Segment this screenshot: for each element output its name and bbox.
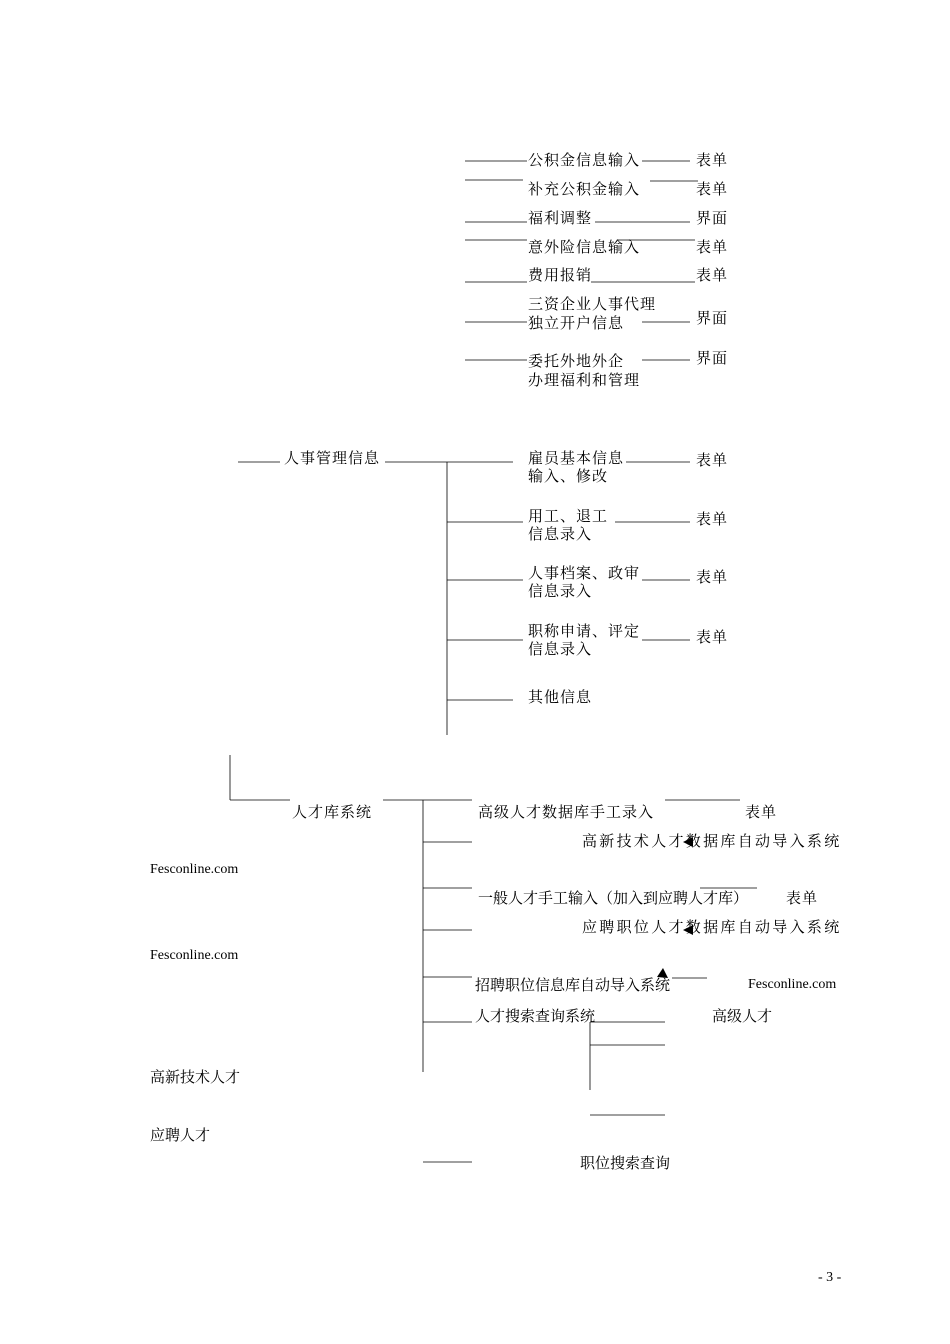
branch-label: 补充公积金输入: [528, 180, 641, 198]
branch-label-line1: 委托外地外企: [528, 352, 625, 370]
branch-type: 界面: [696, 309, 729, 327]
personnel-item-type: 表单: [696, 568, 729, 586]
personnel-item-line1: 职称申请、评定: [528, 622, 641, 640]
talent-item-source: Fesconline.com: [150, 948, 239, 963]
branch-type: 界面: [696, 349, 729, 367]
talent-item-label: 招聘职位信息库自动导入系统: [475, 976, 671, 994]
personnel-item-line2: 输入、修改: [528, 467, 609, 485]
search-sub-label: 高新技术人才: [150, 1068, 241, 1086]
branch-label: 费用报销: [528, 266, 593, 284]
talent-item-label: 职位搜索查询: [580, 1154, 671, 1172]
personnel-item-type: 表单: [696, 510, 729, 528]
page-number: - 3 -: [818, 1270, 842, 1285]
branch-type: 表单: [696, 266, 729, 284]
talent-item-source: Fesconline.com: [748, 977, 837, 992]
personnel-item-line1: 其他信息: [528, 688, 593, 706]
talent-item-label: 人才搜索查询系统: [475, 1007, 596, 1025]
branch-type: 表单: [696, 151, 729, 169]
talent-item-label: 高新技术人才数据库自动导入系统: [582, 832, 842, 850]
personnel-root-label: 人事管理信息: [284, 449, 381, 467]
personnel-item-line1: 人事档案、政审: [528, 564, 641, 582]
talent-item-type: 表单: [745, 803, 778, 821]
personnel-item-type: 表单: [696, 451, 729, 469]
personnel-item-line2: 信息录入: [528, 640, 593, 658]
branch-type: 表单: [696, 238, 729, 256]
branch-label: 意外险信息输入: [528, 238, 641, 256]
personnel-item-line1: 用工、退工: [528, 507, 609, 525]
personnel-item-line2: 信息录入: [528, 525, 593, 543]
branch-type: 表单: [696, 180, 729, 198]
branch-label-line2: 办理福利和管理: [528, 371, 641, 389]
branch-label-line2: 独立开户信息: [528, 314, 625, 332]
search-sub-label: 应聘人才: [150, 1126, 211, 1144]
personnel-item-type: 表单: [696, 628, 729, 646]
search-sub-label: 高级人才: [712, 1007, 773, 1025]
talent-item-label: 应聘职位人才数据库自动导入系统: [582, 918, 842, 936]
talent-item-label: 高级人才数据库手工录入: [478, 803, 655, 821]
branch-label: 公积金信息输入: [528, 151, 641, 169]
branch-type: 界面: [696, 209, 729, 227]
branch-label: 福利调整: [528, 209, 593, 227]
branch-label-line1: 三资企业人事代理: [528, 295, 657, 313]
talent-item-type: 表单: [786, 889, 819, 907]
personnel-item-line2: 信息录入: [528, 582, 593, 600]
personnel-item-line1: 雇员基本信息: [528, 449, 625, 467]
talent-item-source: Fesconline.com: [150, 862, 239, 877]
talent-root-label: 人才库系统: [292, 803, 373, 821]
talent-item-label: 一般人才手工输入（加入到应聘人才库）: [478, 889, 749, 907]
